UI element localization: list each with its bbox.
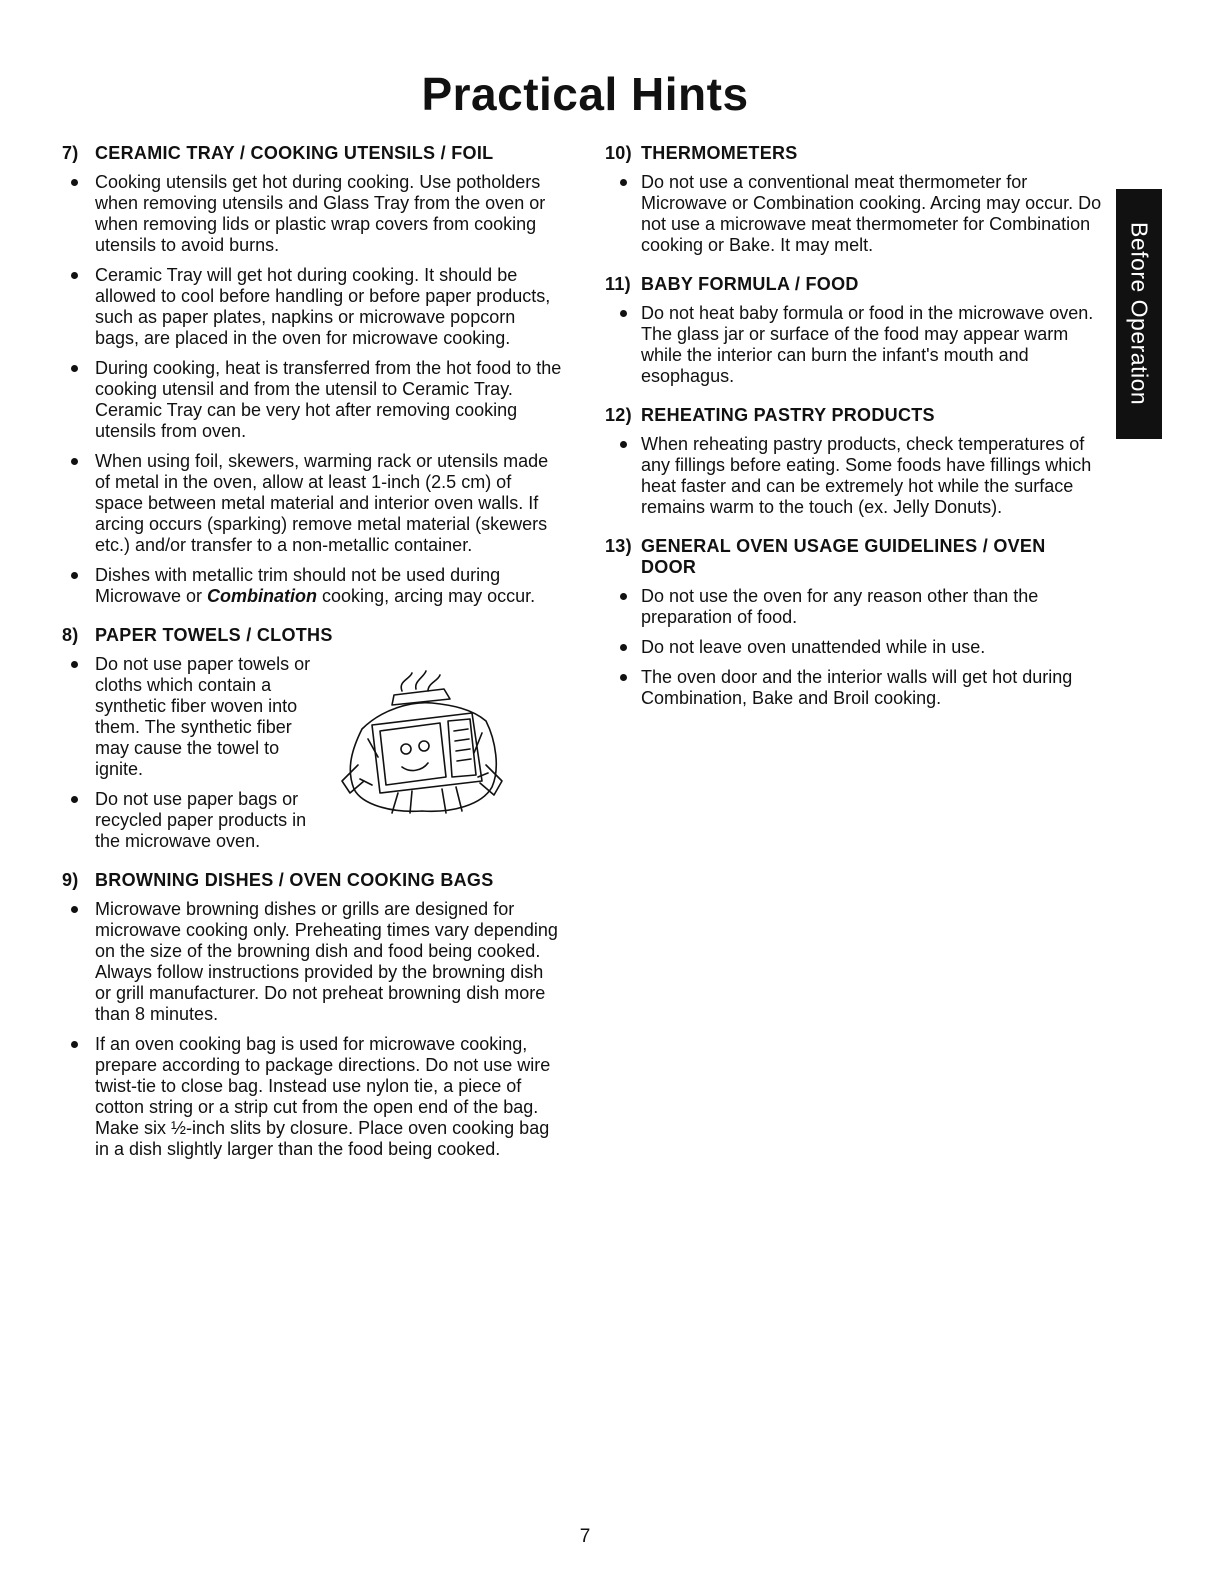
list-item: Do not use a conventional meat thermometer for Microwave or Combination cooking. Arcing may occur. Do not use a microwave meat thermometer for Combination cooking or Bake. It may melt. (605, 172, 1105, 256)
section-thermometers (605, 143, 1105, 256)
section-ceramic-tray (62, 143, 562, 607)
section-side-tab (1116, 189, 1162, 439)
section-heading (605, 536, 1105, 578)
section-title: CERAMIC TRAY / COOKING UTENSILS / FOIL (95, 143, 494, 163)
section-reheating-pastry (605, 405, 1105, 518)
section-heading (605, 143, 1105, 164)
list-item: Microwave browning dishes or grills are designed for microwave cooking only. Preheating times vary depending on the size of the browning dish and food being cooked. Always follow instructions provided by the browning dish or grill manufacturer. Do not preheat browning dish more than 8 minutes. (62, 899, 562, 1025)
bullet-list (605, 303, 1105, 387)
section-number: 9) (62, 870, 79, 890)
section-number: 11) (605, 274, 631, 294)
section-title: BABY FORMULA / FOOD (641, 274, 859, 294)
list-item: During cooking, heat is transferred from the hot food to the cooking utensil and from the utensil to Ceramic Tray. Ceramic Tray can be very hot after removing cooking utensils from oven. (62, 358, 562, 442)
list-item: The oven door and the interior walls will get hot during Combination, Bake and Broil cooking. (605, 667, 1105, 709)
section-number: 10) (605, 143, 632, 163)
list-item: If an oven cooking bag is used for microwave cooking, prepare according to package directions. Do not use wire twist-tie to close bag. Instead use nylon tie, a piece of cotton string or a strip cut from the open end of the bag. Make six ½-inch slits by closure. Place oven cooking bag in a dish slightly larger than the food being cooked. (62, 1034, 562, 1160)
list-item: Do not use the oven for any reason other than the preparation of food. (605, 586, 1105, 628)
section-number: 13) (605, 536, 632, 556)
list-item: Do not heat baby formula or food in the microwave oven. The glass jar or surface of the food may appear warm while the interior can burn the infant's mouth and esophagus. (605, 303, 1105, 387)
bullet-list (605, 586, 1105, 709)
list-item: When reheating pastry products, check temperatures of any fillings before eating. Some foods have fillings which heat faster and can be extremely hot while the surface remains warm to the touch (ex. Jelly Donuts). (605, 434, 1105, 518)
section-general-usage (605, 536, 1105, 709)
section-title: THERMOMETERS (641, 143, 798, 163)
emphasis-text: Combination (207, 586, 318, 606)
section-heading (605, 274, 1105, 295)
list-item-text: cooking, arcing may occur. (317, 586, 536, 606)
list-item: Do not use paper bags or recycled paper products in the microwave oven. (62, 789, 325, 852)
section-heading (605, 405, 1105, 426)
section-paper-towels (62, 625, 562, 852)
list-item: Do not use paper towels or cloths which contain a synthetic fiber woven into them. The synthetic fiber may cause the towel to ignite. (62, 654, 325, 780)
list-item: Cooking utensils get hot during cooking. Use potholders when removing utensils and Glass Tray from the oven or when removing lids or plastic wrap covers from cooking utensils to avoid burns. (62, 172, 562, 256)
section-number: 8) (62, 625, 79, 645)
side-tab-label: Before Operation (1126, 222, 1153, 406)
bullet-list (62, 899, 562, 1160)
list-item: Ceramic Tray will get hot during cooking. It should be allowed to cool before handling or before paper products, such as paper plates, napkins or microwave popcorn bags, are placed in the oven for microwave cooking. (62, 265, 562, 349)
section-title: BROWNING DISHES / OVEN COOKING BAGS (95, 870, 494, 890)
bullet-list (62, 172, 562, 607)
list-item: Do not leave oven unattended while in use. (605, 637, 1105, 658)
list-item (62, 565, 562, 607)
section-heading (62, 870, 562, 891)
section-number: 12) (605, 405, 632, 425)
bullet-list (605, 434, 1105, 518)
section-title: PAPER TOWELS / CLOTHS (95, 625, 333, 645)
bullet-list (605, 172, 1105, 256)
section-title: REHEATING PASTRY PRODUCTS (641, 405, 935, 425)
section-browning-dishes (62, 870, 562, 1160)
right-column (605, 143, 1105, 727)
list-item-text: Dishes with metallic trim should not be used during Microwave or (95, 565, 501, 606)
section-heading (62, 625, 562, 646)
section-baby-formula (605, 274, 1105, 387)
left-column (62, 143, 562, 1178)
section-number: 7) (62, 143, 79, 163)
burning-microwave-illustration (332, 669, 512, 819)
section-title: GENERAL OVEN USAGE GUIDELINES / OVEN DOOR (641, 536, 1046, 577)
list-item: When using foil, skewers, warming rack or utensils made of metal in the oven, allow at least 1-inch (2.5 cm) of space between metal material and interior oven walls. If arcing occurs (sparking) remove metal material (skewers etc.) and/or transfer to a non-metallic container. (62, 451, 562, 556)
page-title: Practical Hints (421, 68, 749, 120)
section-heading (62, 143, 562, 164)
page-number: 7 (579, 1526, 591, 1547)
